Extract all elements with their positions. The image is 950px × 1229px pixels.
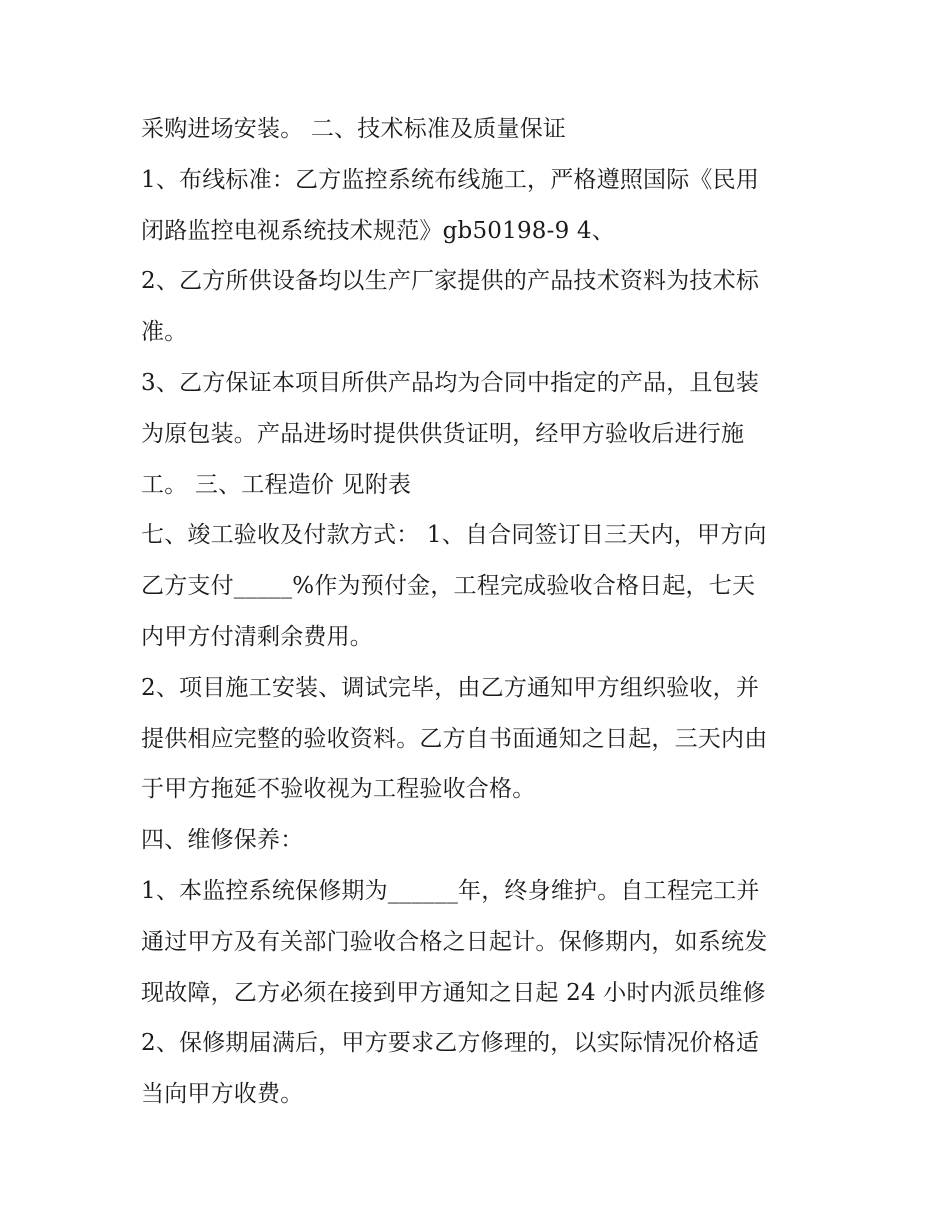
text-line-11: 内甲方付清剩余费用。 — [141, 623, 373, 650]
text-line-14: 于甲方拖延不验收视为工程验收合格。 — [141, 776, 536, 803]
text-line-2: 1、布线标准：乙方监控系统布线施工，严格遵照国际《民用 — [141, 166, 760, 193]
text-line-7: 为原包装。产品进场时提供供货证明，经甲方验收后进行施 — [141, 420, 745, 447]
text-line-17: 通过甲方及有关部门验收合格之日起计。保修期内，如系统发 — [141, 928, 768, 955]
document-body — [141, 104, 831, 1120]
text-line-3: 闭路监控电视系统技术规范》gb50198-9 4、 — [141, 217, 615, 244]
text-line-16: 1、本监控系统保修期为______年，终身维护。自工程完工并 — [141, 877, 760, 904]
text-line-10: 乙方支付_____%作为预付金，工程完成验收合格日起，七天 — [141, 573, 756, 600]
text-line-1: 采购进场安装。 二、技术标准及质量保证 — [141, 116, 567, 142]
text-line-19: 2、保修期届满后，甲方要求乙方修理的，以实际情况价格适 — [141, 1030, 760, 1057]
text-line-6: 3、乙方保证本项目所供产品均为合同中指定的产品，且包装 — [141, 369, 760, 396]
text-line-18: 现故障，乙方必须在接到甲方通知之日起 24 小时内派员维修 — [141, 979, 766, 1006]
text-line-13: 提供相应完整的验收资料。乙方自书面通知之日起，三天内由 — [141, 725, 768, 752]
text-line-5: 准。 — [141, 319, 188, 346]
text-line-9: 七、竣工验收及付款方式： 1、自合同签订日三天内，甲方向 — [141, 522, 767, 549]
text-line-8: 工。 三、工程造价 见附表 — [141, 471, 412, 498]
text-line-15: 四、维修保养： — [141, 827, 304, 854]
text-line-20: 当向甲方收费。 — [141, 1081, 304, 1108]
text-line-4: 2、乙方所供设备均以生产厂家提供的产品技术资料为技术标 — [141, 268, 760, 295]
text-line-12: 2、项目施工安装、调试完毕，由乙方通知甲方组织验收，并 — [141, 674, 760, 701]
